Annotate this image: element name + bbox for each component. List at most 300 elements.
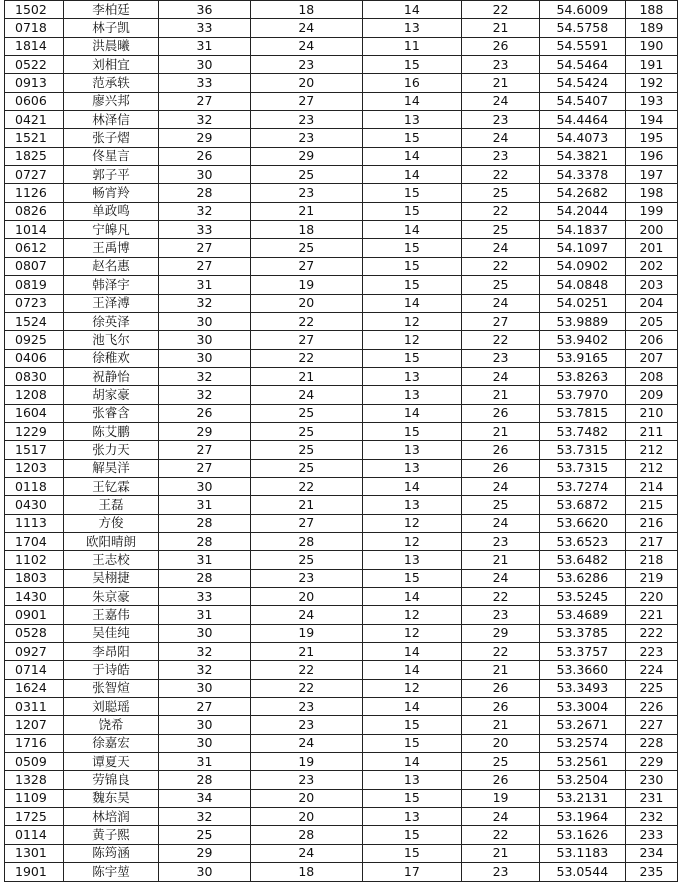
rank-cell: 230 [625,771,677,789]
total-score-cell: 53.9889 [539,312,625,330]
table-row [5,679,678,697]
student-id-cell: 0913 [5,74,64,92]
score-b-cell: 22 [250,477,362,495]
score-b-cell: 20 [250,74,362,92]
table-row [5,532,678,550]
score-a-cell: 32 [158,367,250,385]
table-row [5,111,678,129]
score-d-cell: 26 [462,771,540,789]
score-d-cell: 24 [462,808,540,826]
score-a-cell: 25 [158,826,250,844]
score-d-cell: 19 [462,789,540,807]
score-b-cell: 25 [250,404,362,422]
student-name-cell: 池飞尔 [63,331,158,349]
rank-cell: 211 [625,422,677,440]
student-id-cell: 1207 [5,716,64,734]
student-id-cell: 0311 [5,698,64,716]
score-c-cell: 15 [362,734,461,752]
score-a-cell: 32 [158,386,250,404]
score-c-cell: 15 [362,184,461,202]
score-c-cell: 14 [362,1,461,19]
score-b-cell: 18 [250,221,362,239]
rank-cell: 222 [625,624,677,642]
score-c-cell: 13 [362,386,461,404]
student-id-cell: 0927 [5,643,64,661]
student-id-cell: 0612 [5,239,64,257]
table-row [5,698,678,716]
score-d-cell: 21 [462,661,540,679]
rank-cell: 197 [625,166,677,184]
total-score-cell: 54.5424 [539,74,625,92]
rank-cell: 188 [625,1,677,19]
score-c-cell: 13 [362,19,461,37]
total-score-cell: 53.3785 [539,624,625,642]
student-id-cell: 1704 [5,532,64,550]
table-row [5,477,678,495]
total-score-cell: 53.9165 [539,349,625,367]
score-a-cell: 31 [158,753,250,771]
student-name-cell: 祝静怡 [63,367,158,385]
score-b-cell: 21 [250,496,362,514]
score-a-cell: 29 [158,129,250,147]
score-b-cell: 29 [250,147,362,165]
score-a-cell: 29 [158,844,250,862]
student-name-cell: 单政鸣 [63,202,158,220]
score-b-cell: 25 [250,239,362,257]
table-row [5,19,678,37]
student-id-cell: 1814 [5,37,64,55]
score-b-cell: 19 [250,753,362,771]
total-score-cell: 54.1097 [539,239,625,257]
student-name-cell: 张子熠 [63,129,158,147]
table-row [5,808,678,826]
table-row [5,166,678,184]
table-body [5,1,678,882]
score-a-cell: 32 [158,808,250,826]
rank-cell: 217 [625,532,677,550]
score-c-cell: 12 [362,606,461,624]
score-b-cell: 25 [250,551,362,569]
total-score-cell: 54.5407 [539,92,625,110]
student-id-cell: 0118 [5,477,64,495]
score-d-cell: 24 [462,129,540,147]
score-c-cell: 15 [362,844,461,862]
student-id-cell: 0114 [5,826,64,844]
score-a-cell: 33 [158,74,250,92]
score-d-cell: 22 [462,257,540,275]
rank-cell: 194 [625,111,677,129]
score-a-cell: 32 [158,111,250,129]
table-row [5,863,678,881]
score-c-cell: 14 [362,404,461,422]
table-row [5,276,678,294]
student-id-cell: 1604 [5,404,64,422]
score-a-cell: 30 [158,624,250,642]
score-b-cell: 24 [250,606,362,624]
total-score-cell: 53.6523 [539,532,625,550]
table-row [5,331,678,349]
score-c-cell: 14 [362,588,461,606]
table-row [5,129,678,147]
score-d-cell: 25 [462,184,540,202]
score-d-cell: 26 [462,441,540,459]
score-a-cell: 30 [158,734,250,752]
student-name-cell: 胡家豪 [63,386,158,404]
table-row [5,459,678,477]
score-b-cell: 23 [250,129,362,147]
score-b-cell: 21 [250,643,362,661]
score-d-cell: 25 [462,276,540,294]
score-c-cell: 12 [362,312,461,330]
student-id-cell: 0522 [5,56,64,74]
table-row [5,367,678,385]
table-row [5,588,678,606]
score-a-cell: 26 [158,404,250,422]
table-row [5,606,678,624]
rank-cell: 218 [625,551,677,569]
rank-cell: 212 [625,459,677,477]
score-c-cell: 14 [362,92,461,110]
total-score-cell: 53.8263 [539,367,625,385]
score-c-cell: 14 [362,753,461,771]
score-a-cell: 28 [158,771,250,789]
rank-cell: 202 [625,257,677,275]
score-a-cell: 28 [158,532,250,550]
score-b-cell: 19 [250,624,362,642]
score-b-cell: 22 [250,661,362,679]
score-b-cell: 22 [250,349,362,367]
rank-cell: 221 [625,606,677,624]
student-id-cell: 1430 [5,588,64,606]
student-id-cell: 1716 [5,734,64,752]
score-d-cell: 21 [462,422,540,440]
total-score-cell: 54.0251 [539,294,625,312]
rank-cell: 228 [625,734,677,752]
table-row [5,643,678,661]
total-score-cell: 54.0902 [539,257,625,275]
score-b-cell: 21 [250,367,362,385]
results-table [4,0,678,882]
student-name-cell: 张睿含 [63,404,158,422]
rank-cell: 224 [625,661,677,679]
table-row [5,844,678,862]
table-row [5,496,678,514]
table-row [5,734,678,752]
score-a-cell: 31 [158,606,250,624]
student-name-cell: 王嘉伟 [63,606,158,624]
student-name-cell: 朱京豪 [63,588,158,606]
table-row [5,514,678,532]
student-name-cell: 王钇霖 [63,477,158,495]
student-id-cell: 0528 [5,624,64,642]
score-a-cell: 32 [158,202,250,220]
student-name-cell: 张力天 [63,441,158,459]
score-c-cell: 14 [362,294,461,312]
score-d-cell: 22 [462,1,540,19]
student-name-cell: 解昊洋 [63,459,158,477]
total-score-cell: 54.4464 [539,111,625,129]
student-name-cell: 徐英泽 [63,312,158,330]
total-score-cell: 53.7274 [539,477,625,495]
student-name-cell: 林子凯 [63,19,158,37]
score-c-cell: 15 [362,202,461,220]
score-a-cell: 31 [158,551,250,569]
student-id-cell: 1624 [5,679,64,697]
score-d-cell: 24 [462,514,540,532]
score-a-cell: 31 [158,496,250,514]
score-a-cell: 32 [158,294,250,312]
score-d-cell: 22 [462,826,540,844]
student-name-cell: 谭夏天 [63,753,158,771]
total-score-cell: 54.0848 [539,276,625,294]
score-a-cell: 30 [158,863,250,881]
student-id-cell: 1109 [5,789,64,807]
student-id-cell: 1725 [5,808,64,826]
student-name-cell: 陈艾鹏 [63,422,158,440]
rank-cell: 210 [625,404,677,422]
score-b-cell: 22 [250,312,362,330]
score-a-cell: 30 [158,166,250,184]
rank-cell: 220 [625,588,677,606]
score-d-cell: 27 [462,312,540,330]
student-id-cell: 0421 [5,111,64,129]
total-score-cell: 53.2671 [539,716,625,734]
score-a-cell: 32 [158,643,250,661]
rank-cell: 235 [625,863,677,881]
score-c-cell: 13 [362,459,461,477]
total-score-cell: 54.1837 [539,221,625,239]
table-row [5,771,678,789]
score-b-cell: 23 [250,569,362,587]
score-c-cell: 15 [362,826,461,844]
score-d-cell: 21 [462,386,540,404]
student-id-cell: 1502 [5,1,64,19]
rank-cell: 223 [625,643,677,661]
rank-cell: 214 [625,477,677,495]
student-name-cell: 魏东昊 [63,789,158,807]
score-c-cell: 15 [362,56,461,74]
total-score-cell: 54.4073 [539,129,625,147]
rank-cell: 207 [625,349,677,367]
score-b-cell: 23 [250,698,362,716]
score-a-cell: 33 [158,19,250,37]
score-d-cell: 22 [462,331,540,349]
student-name-cell: 廖兴邦 [63,92,158,110]
student-name-cell: 徐嘉宏 [63,734,158,752]
table-row [5,147,678,165]
rank-cell: 229 [625,753,677,771]
score-d-cell: 26 [462,37,540,55]
score-b-cell: 19 [250,276,362,294]
score-a-cell: 27 [158,257,250,275]
score-a-cell: 33 [158,588,250,606]
score-c-cell: 14 [362,221,461,239]
student-id-cell: 0406 [5,349,64,367]
score-d-cell: 23 [462,56,540,74]
score-a-cell: 32 [158,661,250,679]
total-score-cell: 53.0544 [539,863,625,881]
rank-cell: 216 [625,514,677,532]
score-d-cell: 21 [462,74,540,92]
score-a-cell: 27 [158,459,250,477]
score-d-cell: 20 [462,734,540,752]
student-id-cell: 0723 [5,294,64,312]
student-name-cell: 徐稚欢 [63,349,158,367]
total-score-cell: 53.6482 [539,551,625,569]
total-score-cell: 54.5591 [539,37,625,55]
score-b-cell: 24 [250,386,362,404]
score-c-cell: 12 [362,624,461,642]
score-c-cell: 13 [362,771,461,789]
student-id-cell: 1524 [5,312,64,330]
total-score-cell: 54.5758 [539,19,625,37]
table-row [5,92,678,110]
student-id-cell: 1825 [5,147,64,165]
rank-cell: 212 [625,441,677,459]
student-name-cell: 佟星言 [63,147,158,165]
student-name-cell: 方俊 [63,514,158,532]
student-name-cell: 洪晨曦 [63,37,158,55]
rank-cell: 206 [625,331,677,349]
total-score-cell: 53.3660 [539,661,625,679]
rank-cell: 215 [625,496,677,514]
score-b-cell: 20 [250,588,362,606]
score-b-cell: 23 [250,716,362,734]
score-c-cell: 15 [362,239,461,257]
table-row [5,441,678,459]
table-row [5,294,678,312]
student-name-cell: 陈筠涵 [63,844,158,862]
rank-cell: 227 [625,716,677,734]
score-b-cell: 23 [250,111,362,129]
total-score-cell: 53.7482 [539,422,625,440]
student-id-cell: 1229 [5,422,64,440]
total-score-cell: 53.2561 [539,753,625,771]
rank-cell: 200 [625,221,677,239]
score-a-cell: 29 [158,422,250,440]
score-c-cell: 13 [362,441,461,459]
score-d-cell: 23 [462,147,540,165]
total-score-cell: 53.3493 [539,679,625,697]
student-id-cell: 0925 [5,331,64,349]
student-id-cell: 0718 [5,19,64,37]
score-c-cell: 15 [362,276,461,294]
student-name-cell: 范承轶 [63,74,158,92]
total-score-cell: 53.2574 [539,734,625,752]
student-name-cell: 张智煊 [63,679,158,697]
table-row [5,74,678,92]
student-id-cell: 1901 [5,863,64,881]
rank-cell: 208 [625,367,677,385]
score-b-cell: 28 [250,826,362,844]
rank-cell: 195 [625,129,677,147]
rank-cell: 209 [625,386,677,404]
score-a-cell: 28 [158,569,250,587]
score-a-cell: 30 [158,312,250,330]
score-c-cell: 15 [362,716,461,734]
total-score-cell: 53.3757 [539,643,625,661]
score-c-cell: 14 [362,477,461,495]
score-d-cell: 21 [462,19,540,37]
student-name-cell: 吴栩捷 [63,569,158,587]
score-c-cell: 13 [362,808,461,826]
score-d-cell: 24 [462,367,540,385]
student-name-cell: 李昂阳 [63,643,158,661]
rank-cell: 192 [625,74,677,92]
rank-cell: 204 [625,294,677,312]
score-c-cell: 13 [362,111,461,129]
student-name-cell: 畅宵羚 [63,184,158,202]
score-c-cell: 15 [362,569,461,587]
student-name-cell: 饶希 [63,716,158,734]
score-c-cell: 15 [362,422,461,440]
score-c-cell: 14 [362,166,461,184]
table-row [5,753,678,771]
student-id-cell: 1301 [5,844,64,862]
score-b-cell: 24 [250,19,362,37]
score-d-cell: 26 [462,459,540,477]
student-id-cell: 0830 [5,367,64,385]
student-id-cell: 1113 [5,514,64,532]
score-b-cell: 22 [250,679,362,697]
score-b-cell: 18 [250,1,362,19]
student-id-cell: 1203 [5,459,64,477]
table-row [5,257,678,275]
rank-cell: 232 [625,808,677,826]
score-a-cell: 26 [158,147,250,165]
score-b-cell: 25 [250,166,362,184]
student-id-cell: 1803 [5,569,64,587]
score-a-cell: 31 [158,276,250,294]
student-name-cell: 于诗皓 [63,661,158,679]
rank-cell: 226 [625,698,677,716]
score-a-cell: 30 [158,477,250,495]
student-id-cell: 0826 [5,202,64,220]
score-a-cell: 34 [158,789,250,807]
rank-cell: 201 [625,239,677,257]
score-d-cell: 23 [462,111,540,129]
score-d-cell: 22 [462,166,540,184]
total-score-cell: 53.7970 [539,386,625,404]
score-c-cell: 12 [362,532,461,550]
student-name-cell: 欧阳晴朗 [63,532,158,550]
student-name-cell: 刘聪瑶 [63,698,158,716]
score-d-cell: 26 [462,698,540,716]
total-score-cell: 54.2682 [539,184,625,202]
score-b-cell: 24 [250,734,362,752]
score-d-cell: 23 [462,606,540,624]
total-score-cell: 53.2504 [539,771,625,789]
student-id-cell: 1102 [5,551,64,569]
total-score-cell: 53.9402 [539,331,625,349]
total-score-cell: 53.1964 [539,808,625,826]
total-score-cell: 54.3821 [539,147,625,165]
score-b-cell: 24 [250,844,362,862]
score-a-cell: 31 [158,37,250,55]
student-name-cell: 林培润 [63,808,158,826]
score-d-cell: 24 [462,477,540,495]
total-score-cell: 53.1183 [539,844,625,862]
table-row [5,422,678,440]
score-a-cell: 27 [158,92,250,110]
student-id-cell: 1521 [5,129,64,147]
score-b-cell: 21 [250,202,362,220]
table-row [5,221,678,239]
score-d-cell: 23 [462,349,540,367]
rank-cell: 203 [625,276,677,294]
total-score-cell: 53.1626 [539,826,625,844]
table-row [5,56,678,74]
